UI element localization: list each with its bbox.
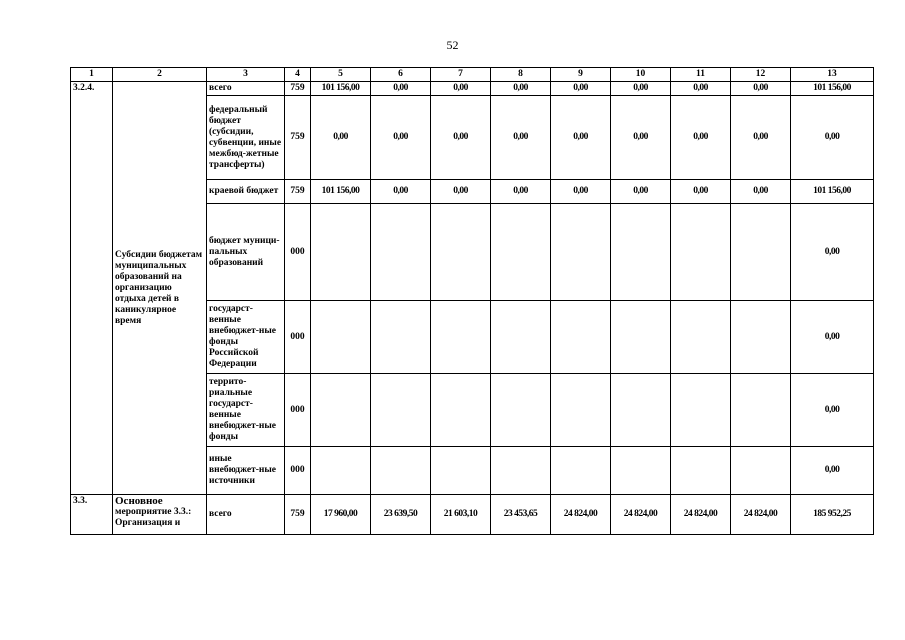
funding-source: бюджет муници-пальных образований xyxy=(207,204,285,301)
value-cell xyxy=(311,204,371,301)
value-cell: 0,00 xyxy=(671,96,731,180)
value-cell: 0,00 xyxy=(371,82,431,96)
col-header: 8 xyxy=(491,68,551,82)
value-cell: 0,00 xyxy=(611,180,671,204)
value-cell: 101 156,00 xyxy=(791,82,874,96)
value-cell: 0,00 xyxy=(491,82,551,96)
value-cell: 0,00 xyxy=(791,96,874,180)
value-cell xyxy=(551,374,611,447)
section-code: 3.2.4. xyxy=(71,82,113,495)
col-header: 13 xyxy=(791,68,874,82)
value-cell xyxy=(671,447,731,495)
value-cell: 101 156,00 xyxy=(311,82,371,96)
section-code: 3.3. xyxy=(71,495,113,535)
value-cell: 0,00 xyxy=(731,180,791,204)
value-cell: 24 824,00 xyxy=(671,495,731,535)
funding-source: краевой бюджет xyxy=(207,180,285,204)
value-cell: 0,00 xyxy=(611,82,671,96)
value-cell xyxy=(551,204,611,301)
value-cell: 0,00 xyxy=(731,82,791,96)
col-header: 10 xyxy=(611,68,671,82)
value-cell xyxy=(731,447,791,495)
value-cell: 0,00 xyxy=(671,82,731,96)
col-header: 4 xyxy=(285,68,311,82)
col-header: 7 xyxy=(431,68,491,82)
value-cell xyxy=(311,447,371,495)
col-header: 6 xyxy=(371,68,431,82)
table-row xyxy=(71,495,874,535)
value-cell: 0,00 xyxy=(431,82,491,96)
value-cell xyxy=(431,204,491,301)
value-cell: 101 156,00 xyxy=(791,180,874,204)
value-cell xyxy=(551,301,611,374)
value-cell xyxy=(311,374,371,447)
value-cell: 0,00 xyxy=(551,96,611,180)
section-name-heading: Основное xyxy=(115,495,163,507)
value-cell: 23 453,65 xyxy=(491,495,551,535)
value-cell: 0,00 xyxy=(611,96,671,180)
value-cell xyxy=(551,447,611,495)
value-cell: 0,00 xyxy=(551,82,611,96)
value-cell xyxy=(491,204,551,301)
budget-table xyxy=(70,67,874,535)
value-cell xyxy=(431,374,491,447)
header-row xyxy=(71,68,874,82)
value-cell xyxy=(611,301,671,374)
value-cell xyxy=(611,447,671,495)
col-header: 3 xyxy=(207,68,285,82)
value-cell xyxy=(371,447,431,495)
budget-code: 759 xyxy=(285,495,311,535)
value-cell: 17 960,00 xyxy=(311,495,371,535)
value-cell xyxy=(371,301,431,374)
value-cell xyxy=(311,301,371,374)
section-name-rest: мероприятие 3.3.: Организация и xyxy=(115,507,192,528)
value-cell: 0,00 xyxy=(371,180,431,204)
col-header: 1 xyxy=(71,68,113,82)
budget-code: 759 xyxy=(285,96,311,180)
value-cell: 23 639,50 xyxy=(371,495,431,535)
value-cell xyxy=(491,447,551,495)
col-header: 2 xyxy=(113,68,207,82)
value-cell xyxy=(371,204,431,301)
funding-source: всего xyxy=(207,495,285,535)
value-cell: 24 824,00 xyxy=(611,495,671,535)
value-cell: 0,00 xyxy=(791,301,874,374)
funding-source: террито-риальные государст-венные внебюджет-ные фонды xyxy=(207,374,285,447)
page-number: 52 xyxy=(446,38,459,52)
value-cell: 0,00 xyxy=(491,180,551,204)
funding-source: федеральный бюджет (субсидии, субвенции, иные межбюд-жетные трансферты) xyxy=(207,96,285,180)
col-header: 12 xyxy=(731,68,791,82)
value-cell xyxy=(431,447,491,495)
value-cell xyxy=(731,301,791,374)
budget-code: 759 xyxy=(285,82,311,96)
value-cell xyxy=(431,301,491,374)
section-name xyxy=(113,495,207,535)
section-name: Субсидии бюджетам муниципальных образований на организацию отдыха детей в каникулярное время xyxy=(113,82,207,495)
value-cell: 24 824,00 xyxy=(551,495,611,535)
budget-code: 000 xyxy=(285,204,311,301)
value-cell: 0,00 xyxy=(671,180,731,204)
value-cell: 0,00 xyxy=(431,96,491,180)
value-cell: 0,00 xyxy=(791,204,874,301)
value-cell: 101 156,00 xyxy=(311,180,371,204)
value-cell xyxy=(731,374,791,447)
value-cell: 0,00 xyxy=(491,96,551,180)
funding-source: всего xyxy=(207,82,285,96)
value-cell xyxy=(491,301,551,374)
value-cell: 0,00 xyxy=(551,180,611,204)
value-cell: 0,00 xyxy=(311,96,371,180)
value-cell: 0,00 xyxy=(431,180,491,204)
value-cell xyxy=(671,374,731,447)
value-cell xyxy=(371,374,431,447)
value-cell: 24 824,00 xyxy=(731,495,791,535)
value-cell: 185 952,25 xyxy=(791,495,874,535)
value-cell: 0,00 xyxy=(371,96,431,180)
budget-code: 000 xyxy=(285,374,311,447)
value-cell xyxy=(671,301,731,374)
funding-source: иные внебюджет-ные источники xyxy=(207,447,285,495)
value-cell xyxy=(491,374,551,447)
col-header: 9 xyxy=(551,68,611,82)
value-cell: 0,00 xyxy=(791,447,874,495)
value-cell: 0,00 xyxy=(791,374,874,447)
funding-source: государст-венные внебюджет-ные фонды Российской Федерации xyxy=(207,301,285,374)
budget-code: 000 xyxy=(285,447,311,495)
budget-code: 759 xyxy=(285,180,311,204)
col-header: 5 xyxy=(311,68,371,82)
value-cell xyxy=(731,204,791,301)
table-row xyxy=(71,82,874,96)
budget-code: 000 xyxy=(285,301,311,374)
value-cell xyxy=(671,204,731,301)
col-header: 11 xyxy=(671,68,731,82)
value-cell: 0,00 xyxy=(731,96,791,180)
value-cell xyxy=(611,374,671,447)
value-cell: 21 603,10 xyxy=(431,495,491,535)
value-cell xyxy=(611,204,671,301)
